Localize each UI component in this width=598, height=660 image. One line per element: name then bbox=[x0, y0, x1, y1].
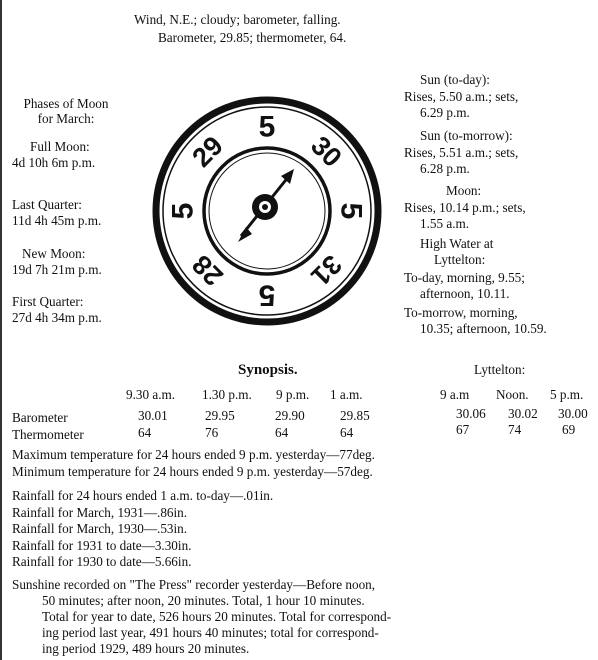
weather-line-2: Barometer, 29.85; thermometer, 64. bbox=[158, 30, 347, 45]
dial-number: 5 bbox=[258, 278, 276, 312]
table-cell: 30.06 bbox=[456, 406, 486, 421]
synopsis-header: 1 a.m. bbox=[330, 387, 363, 402]
dial-hub-pin bbox=[262, 204, 268, 210]
table-cell: 30.01 bbox=[138, 408, 168, 423]
barometer-dial bbox=[152, 96, 382, 326]
table-cell: 69 bbox=[562, 422, 576, 437]
rainfall-line: Rainfall for March, 1930—.53in. bbox=[12, 521, 188, 536]
sun-today-line-1: Rises, 5.50 a.m.; sets, bbox=[404, 89, 519, 104]
synopsis-header: 1.30 p.m. bbox=[202, 387, 252, 402]
full-moon-label: Full Moon: bbox=[30, 139, 90, 154]
left-column-rule bbox=[0, 0, 2, 660]
first-quarter-label: First Quarter: bbox=[12, 294, 84, 309]
table-cell: 30.00 bbox=[558, 406, 588, 421]
synopsis-title: Synopsis. bbox=[238, 362, 298, 378]
max-temperature: Maximum temperature for 24 hours ended 9 p.m. yesterday—77deg. bbox=[12, 447, 375, 462]
dial-number: 5 bbox=[166, 202, 200, 220]
dial-pointer-tail-icon bbox=[238, 227, 252, 242]
table-cell: 30.02 bbox=[508, 406, 538, 421]
sunshine-line: ing period 1929, 489 hours 20 minutes. bbox=[42, 641, 250, 656]
table-cell: 29.95 bbox=[205, 408, 235, 423]
moon-line-1: Rises, 10.14 p.m.; sets, bbox=[404, 200, 526, 215]
table-cell: 67 bbox=[456, 422, 470, 437]
rainfall-line: Rainfall for March, 1931—.86in. bbox=[12, 505, 188, 520]
sun-today-label: Sun (to-day): bbox=[420, 72, 490, 87]
table-cell: 64 bbox=[138, 425, 152, 440]
table-cell: 64 bbox=[275, 425, 289, 440]
dial-number: 29 bbox=[186, 130, 229, 173]
sun-tomorrow-line-2: 6.28 p.m. bbox=[420, 161, 470, 176]
rainfall-line: Rainfall for 24 hours ended 1 a.m. to-day—.01in. bbox=[12, 488, 274, 503]
new-moon-label: New Moon: bbox=[22, 246, 86, 261]
synopsis-header: 9.30 a.m. bbox=[126, 387, 176, 402]
high-water-line-4: 10.35; afternoon, 10.59. bbox=[420, 321, 547, 336]
thermometer-row-label: Thermometer bbox=[12, 427, 84, 442]
dial-number: 31 bbox=[305, 249, 348, 292]
lyttelton-header: 5 p.m. bbox=[550, 387, 584, 402]
dial-number: 28 bbox=[186, 249, 229, 292]
first-quarter-value: 27d 4h 34m p.m. bbox=[12, 310, 102, 325]
dial-number: 5 bbox=[258, 110, 276, 144]
full-moon-value: 4d 10h 6m p.m. bbox=[12, 155, 96, 170]
high-water-label-2: Lyttelton: bbox=[434, 252, 486, 267]
last-quarter-label: Last Quarter: bbox=[12, 197, 82, 212]
barometer-row-label: Barometer bbox=[12, 410, 68, 425]
last-quarter-value: 11d 4h 45m p.m. bbox=[12, 213, 102, 228]
new-moon-value: 19d 7h 21m p.m. bbox=[12, 262, 102, 277]
dial-svg bbox=[152, 96, 382, 326]
table-cell: 76 bbox=[205, 425, 219, 440]
rainfall-line: Rainfall for 1931 to date—3.30in. bbox=[12, 538, 192, 553]
moon-phases-title-2: for March: bbox=[37, 111, 95, 126]
table-cell: 74 bbox=[508, 422, 522, 437]
synopsis-header: 9 p.m. bbox=[276, 387, 310, 402]
sunshine-line: Sunshine recorded on "The Press" recorder yesterday—Before noon, bbox=[12, 577, 376, 592]
dial-number: 30 bbox=[305, 130, 348, 173]
dial-number: 5 bbox=[334, 202, 368, 220]
table-cell: 29.90 bbox=[275, 408, 305, 423]
min-temperature: Minimum temperature for 24 hours ended 9 p.m. yesterday—57deg. bbox=[12, 464, 373, 479]
rainfall-line: Rainfall for 1930 to date—5.66in. bbox=[12, 554, 192, 569]
table-cell: 64 bbox=[340, 425, 354, 440]
moon-phases-title-1: Phases of Moon bbox=[23, 96, 109, 111]
high-water-line-2: afternoon, 10.11. bbox=[420, 286, 510, 301]
moon-line-2: 1.55 a.m. bbox=[420, 216, 470, 231]
sunshine-line: ing period last year, 491 hours 40 minutes; total for correspond- bbox=[42, 625, 379, 640]
sun-today-line-2: 6.29 p.m. bbox=[420, 105, 470, 120]
lyttelton-title: Lyttelton: bbox=[474, 362, 526, 377]
lyttelton-header: Noon. bbox=[496, 387, 529, 402]
sunshine-line: Total for year to date, 526 hours 20 minutes. Total for correspond- bbox=[42, 609, 392, 624]
moon-label: Moon: bbox=[446, 183, 482, 198]
sunshine-line: 50 minutes; after noon, 20 minutes. Total, 1 hour 10 minutes. bbox=[42, 593, 365, 608]
sun-tomorrow-line-1: Rises, 5.51 a.m.; sets, bbox=[404, 145, 519, 160]
sun-tomorrow-label: Sun (to-morrow): bbox=[420, 128, 513, 143]
table-cell: 29.85 bbox=[340, 408, 370, 423]
high-water-label-1: High Water at bbox=[420, 236, 494, 251]
high-water-line-3: To-morrow, morning, bbox=[404, 305, 518, 320]
weather-line-1: Wind, N.E.; cloudy; barometer, falling. bbox=[134, 12, 341, 27]
high-water-line-1: To-day, morning, 9.55; bbox=[404, 270, 525, 285]
lyttelton-header: 9 a.m bbox=[440, 387, 470, 402]
